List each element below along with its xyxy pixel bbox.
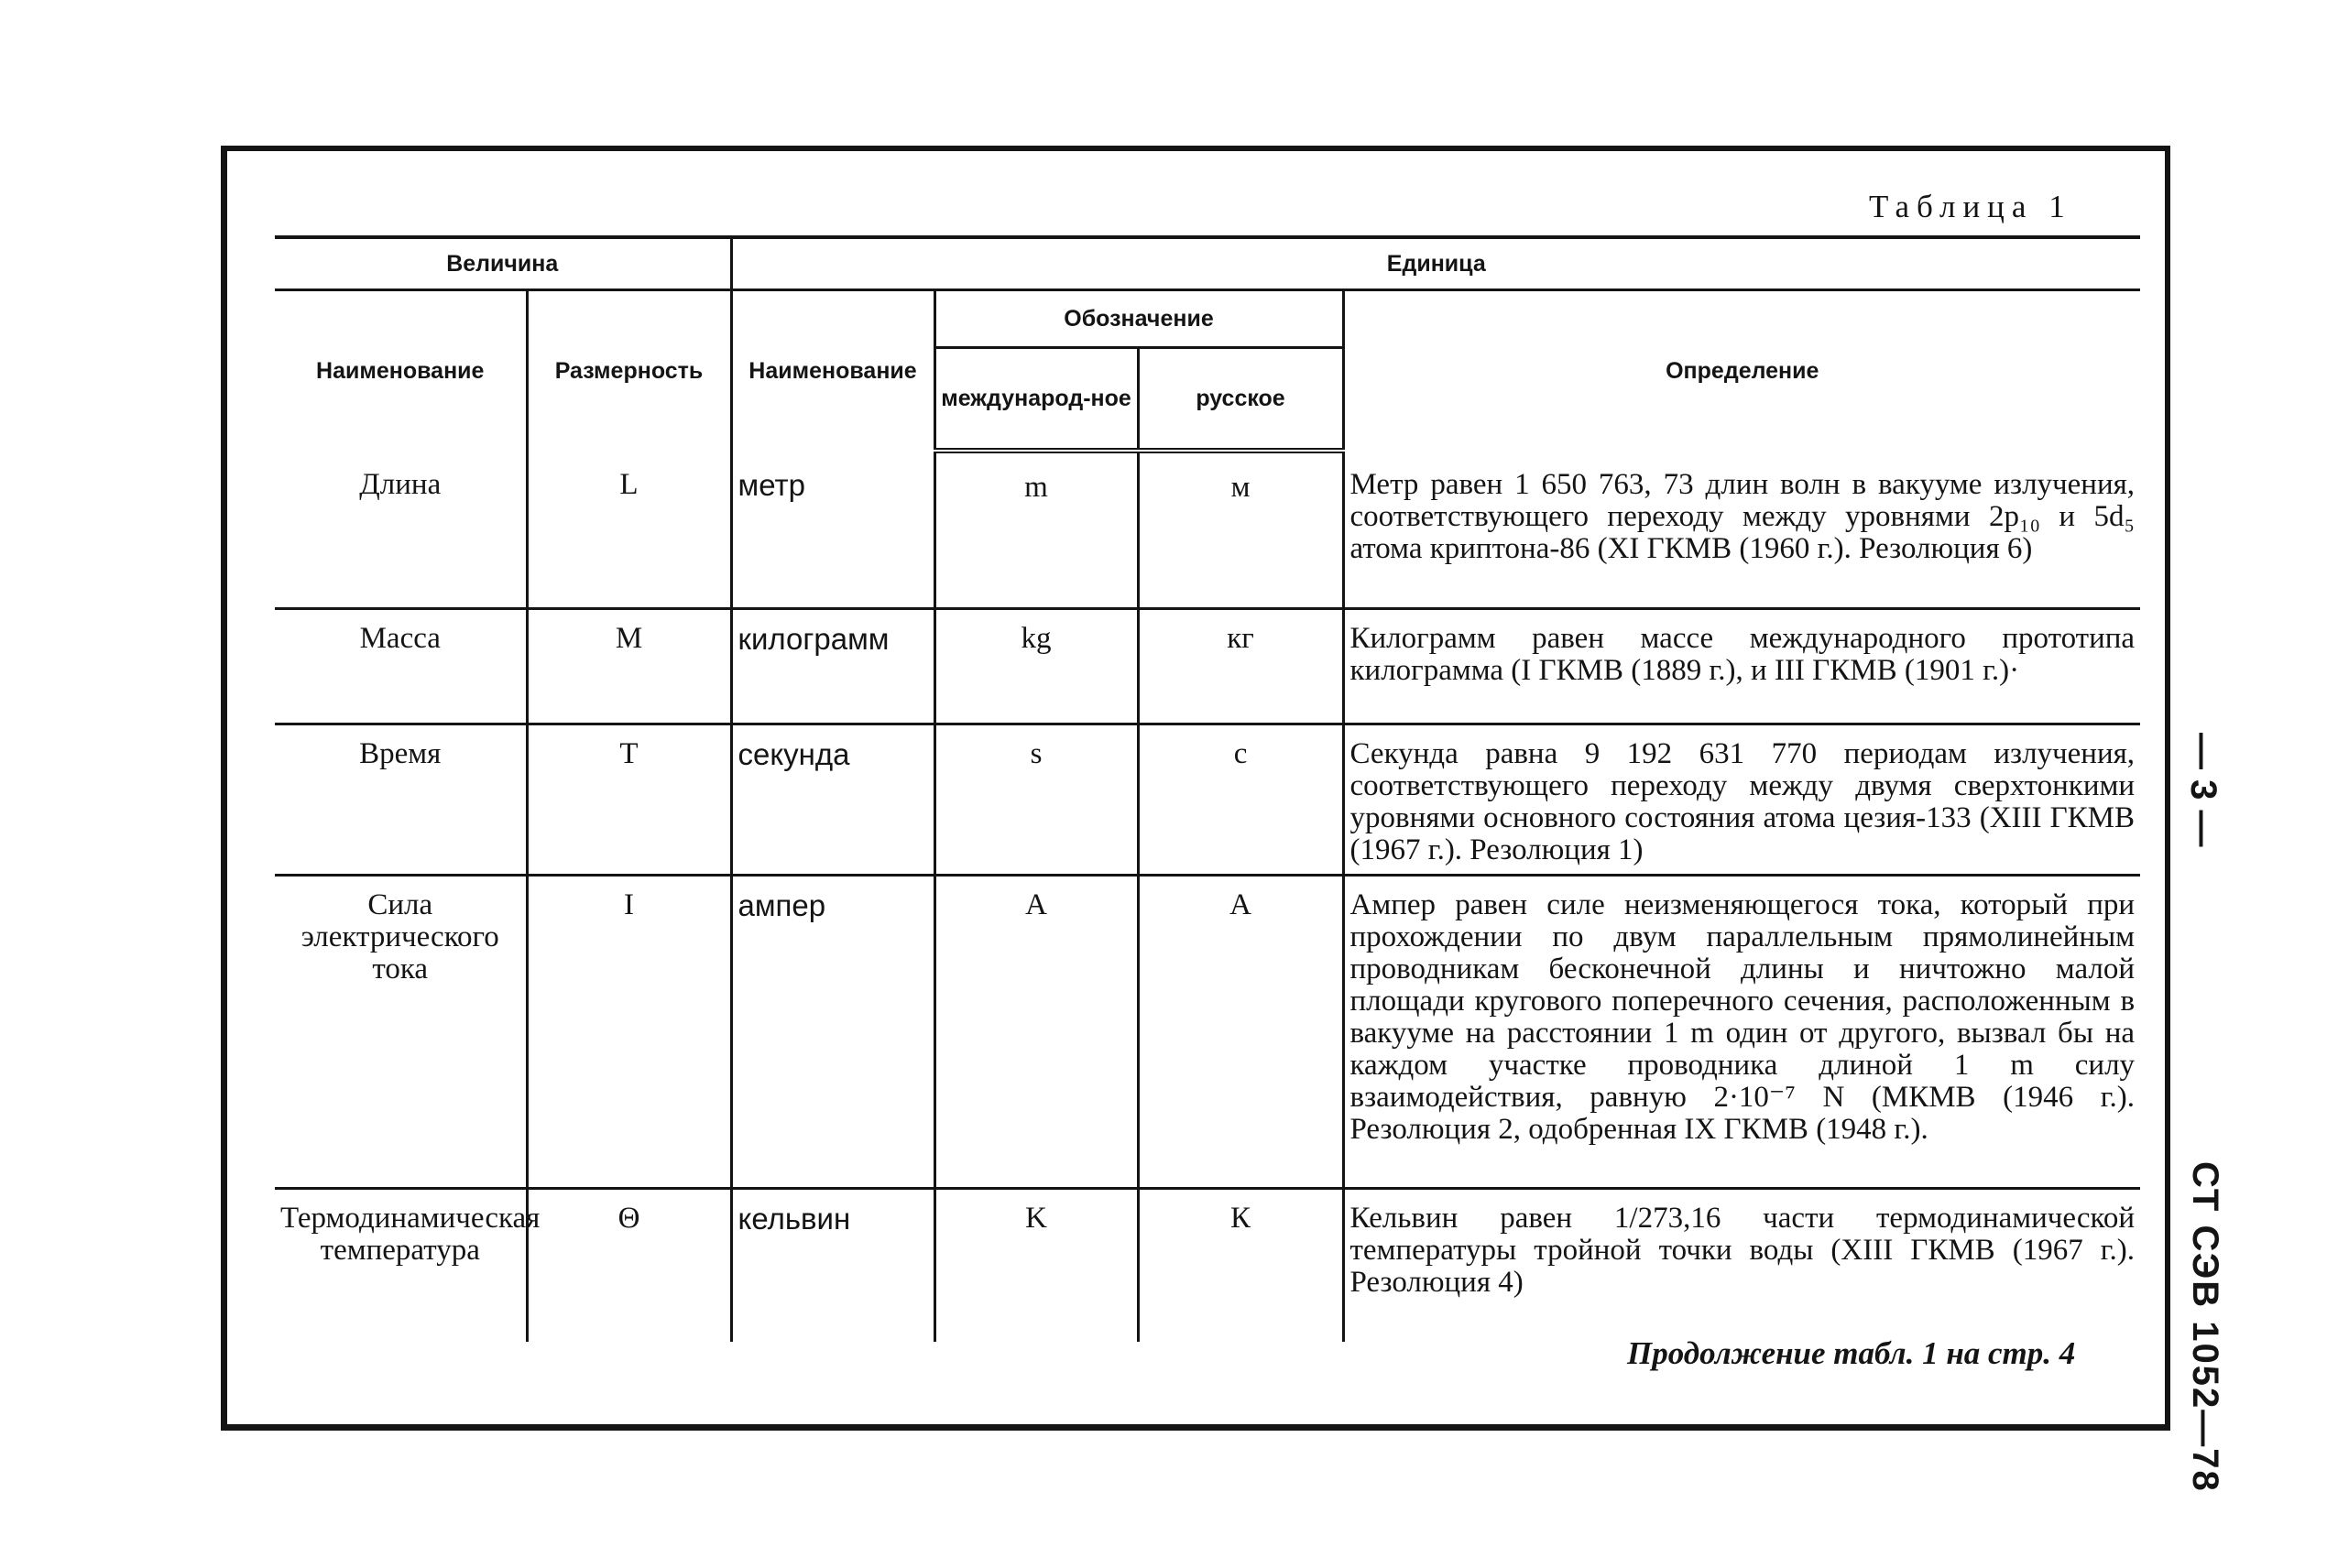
standard-number: СТ СЭВ 1052—78: [2185, 1161, 2225, 1493]
table-row: [275, 875, 2140, 1188]
symbol-russian: А: [1138, 875, 1343, 1188]
definition: Ампер равен силе неизменяющегося тока, который при прохождении по двум параллельным прямолинейным проводникам бесконечной длины и ничтожно малой площади кругового поперечного сечения, расположенным в вакууме на расстоянии 1 m один от другого, вызвал бы на каждом участке проводника длиной 1 m силу взаимодействия, равную 2·10⁻⁷ N (МКМВ (1946 г.). Резолюция 2, одобренная IX ГКМВ (1948 г.).: [1343, 875, 2140, 1188]
quantity-name: Сила электрического тока: [275, 875, 527, 1188]
header-definition: Определение: [1343, 290, 2140, 452]
unit-name: ампер: [731, 875, 934, 1188]
header-dimension: Размерность: [527, 290, 731, 452]
symbol-international: kg: [934, 608, 1138, 724]
continuation-note: Продолжение табл. 1 на стр. 4: [1627, 1335, 2076, 1371]
header-row-subgroups: [275, 290, 2140, 348]
unit-name: секунда: [731, 724, 934, 875]
symbol-russian: К: [1138, 1188, 1343, 1342]
definition: Метр равен 1 650 763, 73 длин волн в вакууме излучения, соответствующего переходу между уровнями 2p₁₀ и 5d₅ атома криптона-86 (XI ГКМВ (1960 г.). Резолюция 6): [1343, 451, 2140, 608]
dimension: I: [527, 875, 731, 1188]
table-row: [275, 724, 2140, 875]
quantity-name: Термодинамическая температура: [275, 1188, 527, 1342]
unit-name: килограмм: [731, 608, 934, 724]
dimension: T: [527, 724, 731, 875]
header-symbol-group: Обозначение: [934, 290, 1343, 348]
definition: Килограмм равен массе международного прототипа килограмма (I ГКМВ (1889 г.), и III ГКМВ (1901 г.)·: [1343, 608, 2140, 724]
symbol-international: s: [934, 724, 1138, 875]
symbol-international: K: [934, 1188, 1138, 1342]
dimension: Θ: [527, 1188, 731, 1342]
table-row: [275, 608, 2140, 724]
units-table: [275, 235, 2140, 1342]
quantity-name: Длина: [275, 451, 527, 608]
symbol-russian: м: [1138, 451, 1343, 608]
header-row-groups: [275, 237, 2140, 290]
symbol-international: m: [934, 451, 1138, 608]
symbol-russian: с: [1138, 724, 1343, 875]
symbol-international: A: [934, 875, 1138, 1188]
page-number: — 3 —: [2183, 733, 2223, 847]
quantity-name: Время: [275, 724, 527, 875]
unit-name: кельвин: [731, 1188, 934, 1342]
quantity-name: Масса: [275, 608, 527, 724]
header-quantity-name: Наименование: [275, 290, 527, 452]
table-caption: Таблица 1: [1869, 189, 2072, 224]
header-symbol-international: международ-ное: [934, 348, 1138, 452]
dimension: L: [527, 451, 731, 608]
definition: Секунда равна 9 192 631 770 периодам излучения, соответствующего переходу между двумя сверхтонкими уровнями основного состояния атома цезия-133 (XIII ГКМВ (1967 г.). Резолюция 1): [1343, 724, 2140, 875]
header-quantity-group: Величина: [275, 237, 731, 290]
header-unit-name: Наименование: [731, 290, 934, 452]
table-row: [275, 451, 2140, 608]
header-symbol-russian: русское: [1138, 348, 1343, 452]
definition: Кельвин равен 1/273,16 части термодинамической температуры тройной точки воды (XIII ГКМВ (1967 г.). Резолюция 4): [1343, 1188, 2140, 1342]
table-row: [275, 1188, 2140, 1342]
dimension: M: [527, 608, 731, 724]
symbol-russian: кг: [1138, 608, 1343, 724]
header-unit-group: Единица: [731, 237, 2140, 290]
unit-name: метр: [731, 451, 934, 608]
